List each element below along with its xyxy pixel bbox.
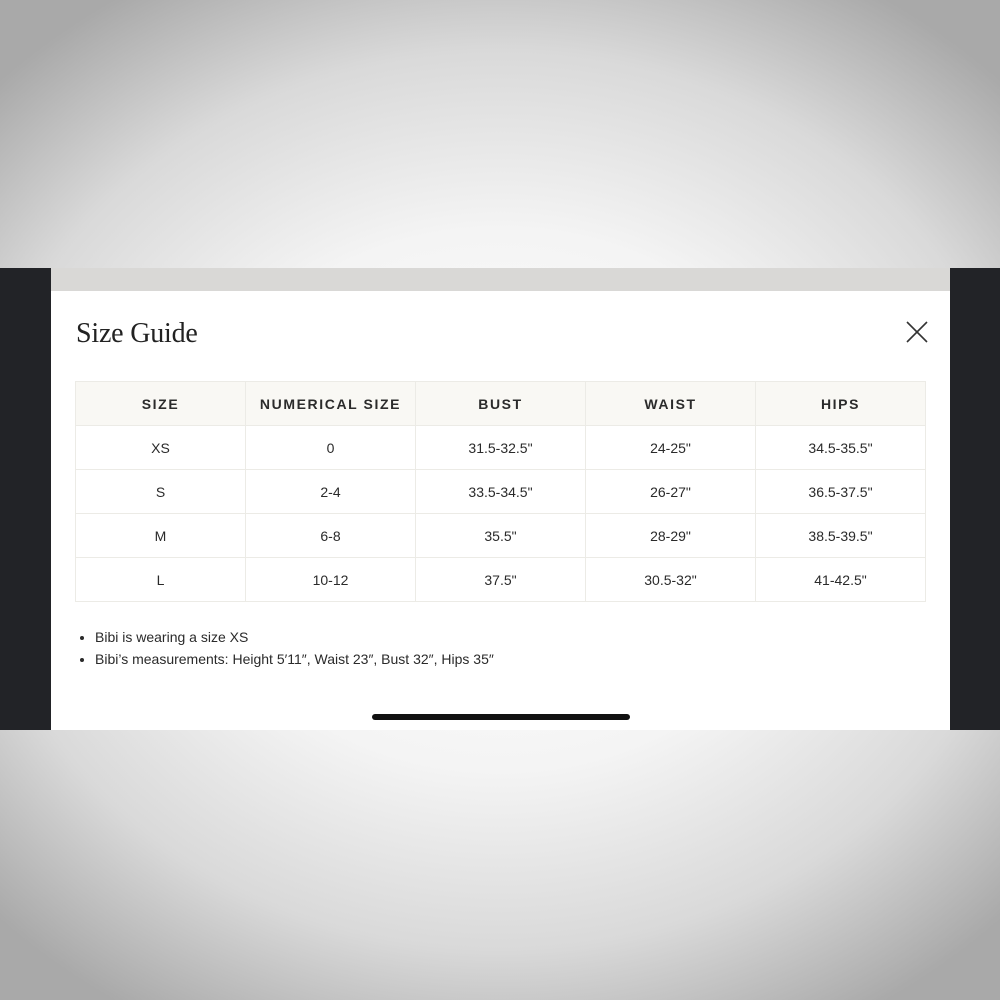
model-notes-list — [75, 626, 494, 670]
close-icon — [905, 320, 929, 344]
column-header-hips: HIPS — [756, 382, 926, 426]
page-backdrop-strip — [51, 268, 950, 291]
size-guide-modal — [51, 268, 950, 730]
list-item: • Bibi’s measurements: Height 5′11″, Waist 23″, Bust 32″, Hips 35″ — [95, 648, 494, 670]
table-cell: 34.5-35.5" — [756, 426, 926, 470]
table-cell: 0 — [246, 426, 416, 470]
table-cell: 6-8 — [246, 514, 416, 558]
table-cell: 31.5-32.5" — [416, 426, 586, 470]
table-cell: L — [76, 558, 246, 602]
table-row — [76, 426, 926, 470]
table-cell: M — [76, 514, 246, 558]
table-cell: 38.5-39.5" — [756, 514, 926, 558]
table-cell: 24-25" — [586, 426, 756, 470]
table-cell: 30.5-32" — [586, 558, 756, 602]
close-button[interactable] — [905, 320, 929, 344]
table-cell: 37.5" — [416, 558, 586, 602]
table-row — [76, 514, 926, 558]
table-cell: 28-29" — [586, 514, 756, 558]
table-cell: 36.5-37.5" — [756, 470, 926, 514]
table-cell: S — [76, 470, 246, 514]
table-cell: XS — [76, 426, 246, 470]
table-cell: 35.5" — [416, 514, 586, 558]
table-row — [76, 558, 926, 602]
column-header-numerical-size: NUMERICAL SIZE — [246, 382, 416, 426]
column-header-bust: BUST — [416, 382, 586, 426]
list-item: • Bibi is wearing a size XS — [95, 626, 494, 648]
table-cell: 26-27" — [586, 470, 756, 514]
column-header-waist: WAIST — [586, 382, 756, 426]
table-cell: 41-42.5" — [756, 558, 926, 602]
home-indicator[interactable] — [372, 714, 630, 720]
modal-title: Size Guide — [76, 318, 198, 349]
size-table — [75, 381, 926, 602]
table-cell: 33.5-34.5" — [416, 470, 586, 514]
table-row — [76, 470, 926, 514]
table-cell: 10-12 — [246, 558, 416, 602]
column-header-size: SIZE — [76, 382, 246, 426]
table-header-row — [76, 382, 926, 426]
table-cell: 2-4 — [246, 470, 416, 514]
